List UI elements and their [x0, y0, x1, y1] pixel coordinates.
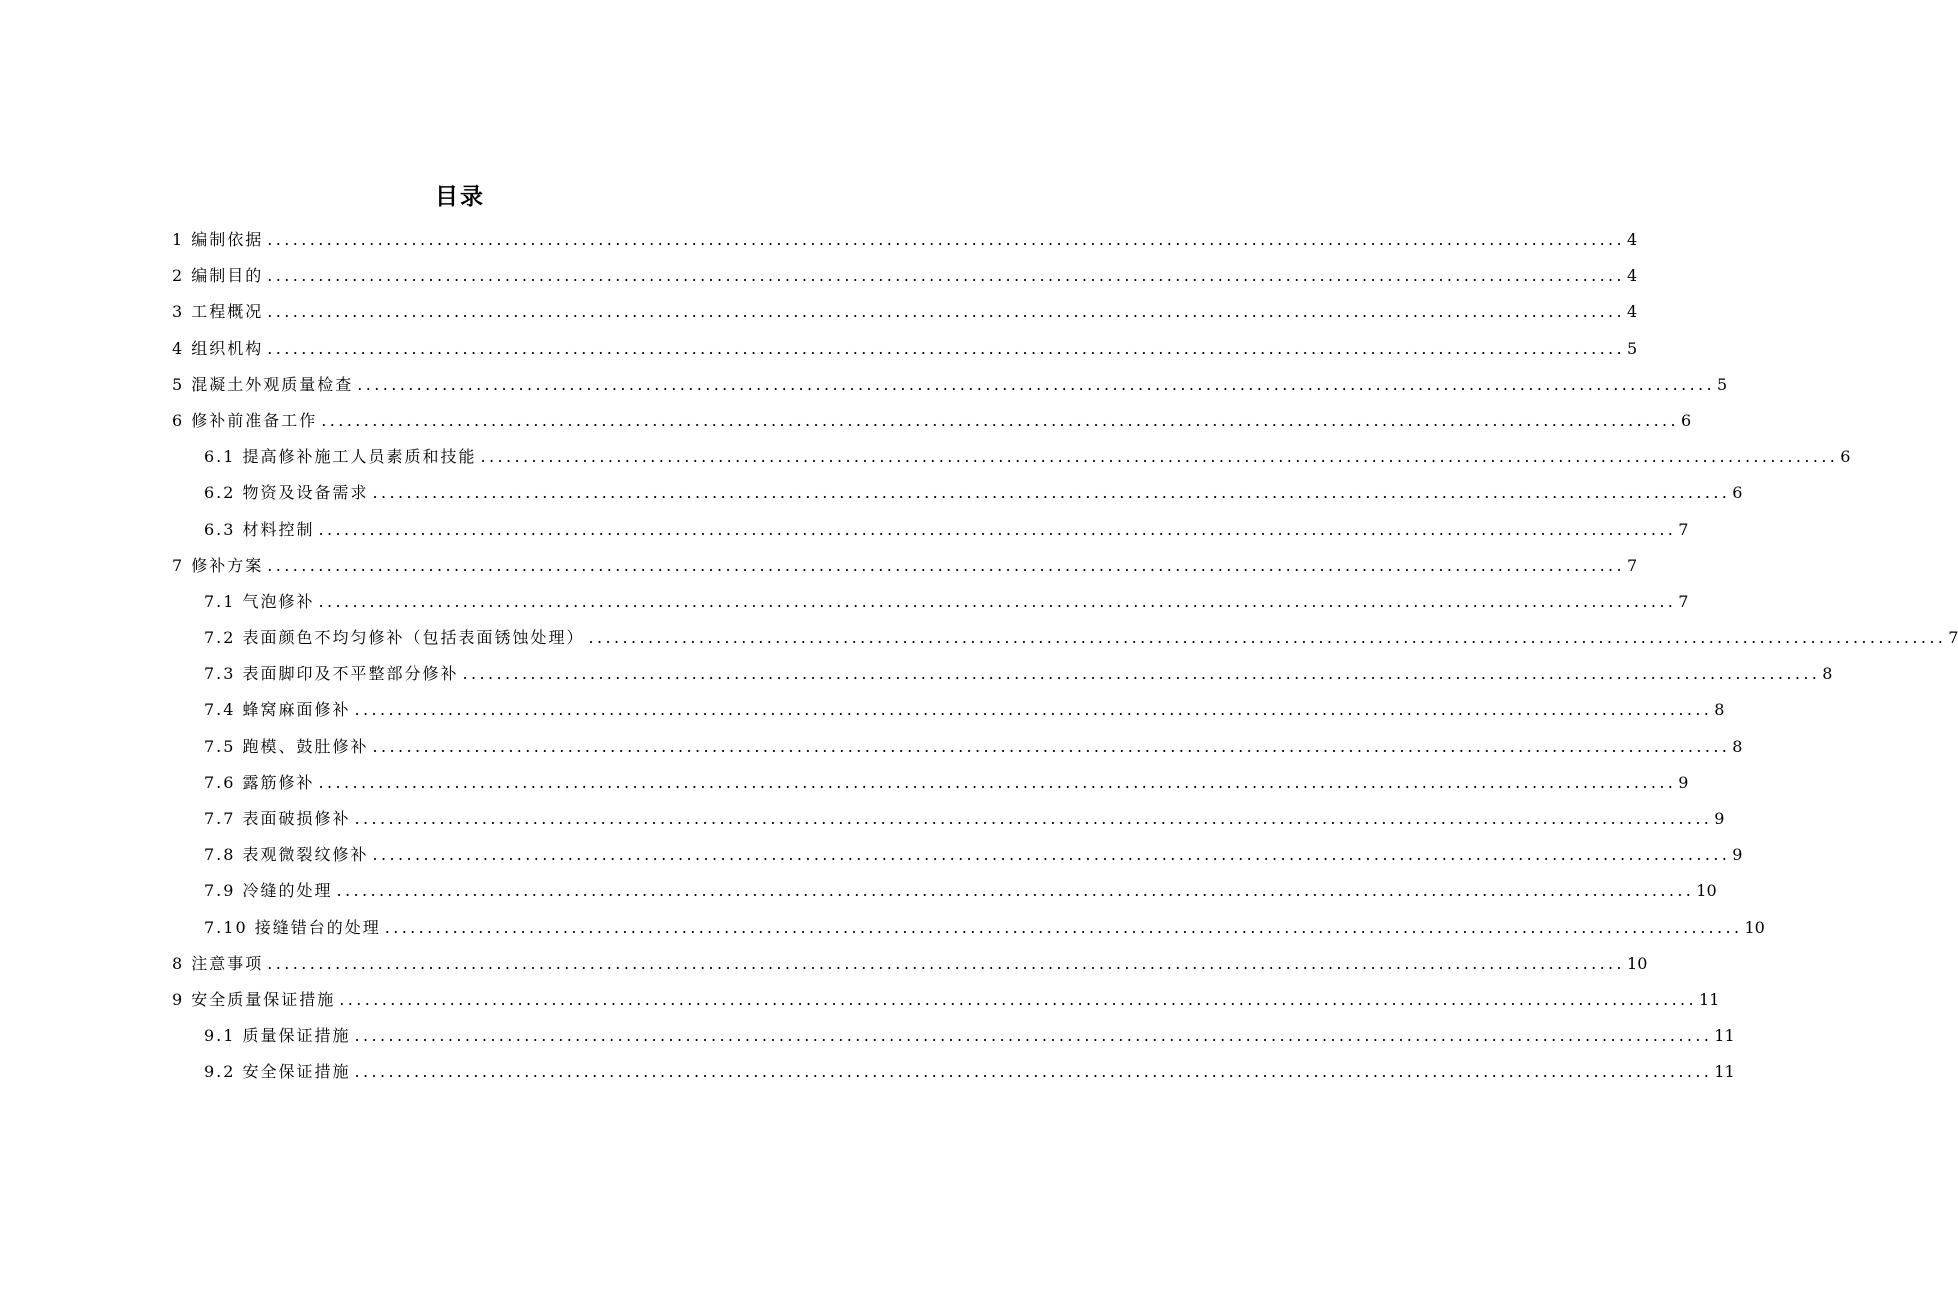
toc-entry-label: 9 安全质量保证措施 — [172, 989, 336, 1009]
toc-dot-leader: ................................................................................................................................................................ — [354, 1026, 1713, 1046]
toc-entry[interactable] — [172, 258, 1638, 294]
toc-entry[interactable] — [172, 367, 1728, 403]
toc-entry-label: 7.4 蜂窝麻面修补 — [204, 700, 351, 720]
toc-entry-page-number: 11 — [1714, 1026, 1735, 1046]
toc-entry-page-number: 6 — [1840, 447, 1851, 467]
toc-dot-leader: ................................................................................................................................................................ — [318, 519, 1677, 539]
toc-entry-page-number: 7 — [1627, 555, 1638, 575]
toc-entry-label: 7.1 气泡修补 — [204, 591, 315, 611]
toc-entry[interactable] — [172, 656, 1833, 692]
toc-dot-leader: ................................................................................................................................................................ — [357, 374, 1716, 394]
toc-entry[interactable] — [172, 982, 1720, 1018]
toc-title: 目录 — [435, 184, 485, 210]
toc-entry-page-number: 7 — [1678, 591, 1689, 611]
toc-dot-leader: ................................................................................................................................................................ — [354, 1062, 1713, 1082]
toc-entry[interactable] — [172, 475, 1743, 511]
toc-entry-page-number: 6 — [1732, 483, 1743, 503]
toc-entry-label: 5 混凝土外观质量检查 — [172, 374, 354, 394]
toc-entry[interactable] — [172, 584, 1689, 620]
toc-entry[interactable] — [172, 946, 1648, 982]
toc-dot-leader: ................................................................................................................................................................ — [267, 555, 1626, 575]
toc-dot-leader: ................................................................................................................................................................ — [372, 845, 1731, 865]
toc-dot-leader: ................................................................................................................................................................ — [588, 628, 1947, 648]
toc-entry-page-number: 4 — [1627, 266, 1638, 286]
toc-entry-label: 6.3 材料控制 — [204, 519, 315, 539]
toc-entry-label: 3 工程概况 — [172, 302, 264, 322]
toc-list — [172, 222, 1958, 1091]
toc-dot-leader: ................................................................................................................................................................ — [267, 338, 1626, 358]
toc-entry-label: 6.2 物资及设备需求 — [204, 483, 369, 503]
toc-entry-page-number: 10 — [1744, 917, 1765, 937]
toc-dot-leader: ................................................................................................................................................................ — [336, 881, 1695, 901]
toc-entry-page-number: 10 — [1627, 953, 1648, 973]
toc-entry[interactable] — [172, 1054, 1735, 1090]
toc-entry-label: 7.7 表面破损修补 — [204, 809, 351, 828]
toc-entry-label: 7.3 表面脚印及不平整部分修补 — [204, 664, 459, 684]
toc-entry-label: 9.2 安全保证措施 — [204, 1062, 351, 1082]
toc-entry[interactable] — [172, 403, 1692, 439]
toc-entry[interactable] — [172, 620, 1958, 656]
toc-dot-leader: ................................................................................................................................................................ — [462, 664, 1821, 684]
toc-dot-leader: ................................................................................................................................................................ — [321, 410, 1680, 430]
toc-entry-label: 7.6 露筋修补 — [204, 772, 315, 792]
toc-entry-label: 7.2 表面颜色不均匀修补（包括表面锈蚀处理） — [204, 628, 585, 648]
toc-entry[interactable] — [172, 801, 1725, 837]
toc-entry-label: 7.9 冷缝的处理 — [204, 881, 333, 901]
toc-dot-leader: ................................................................................................................................................................ — [372, 736, 1731, 756]
toc-entry[interactable] — [172, 331, 1638, 367]
toc-entry-page-number: 9 — [1714, 809, 1725, 828]
toc-entry-page-number: 5 — [1717, 374, 1728, 394]
toc-entry-label: 4 组织机构 — [172, 338, 264, 358]
toc-entry-label: 2 编制目的 — [172, 266, 264, 286]
toc-entry-page-number: 10 — [1696, 881, 1717, 901]
toc-entry-page-number: 8 — [1714, 700, 1725, 720]
toc-dot-leader: ................................................................................................................................................................ — [372, 483, 1731, 503]
toc-entry-label: 6 修补前准备工作 — [172, 410, 318, 430]
toc-entry-page-number: 9 — [1732, 845, 1743, 865]
toc-entry[interactable] — [172, 910, 1765, 946]
toc-entry-label: 6.1 提高修补施工人员素质和技能 — [204, 447, 477, 467]
toc-entry-label: 9.1 质量保证措施 — [204, 1026, 351, 1046]
toc-entry-label: 8 注意事项 — [172, 953, 264, 973]
toc-entry-page-number: 4 — [1627, 230, 1638, 249]
toc-entry-label: 7 修补方案 — [172, 555, 264, 575]
toc-entry-page-number: 8 — [1822, 664, 1833, 684]
toc-dot-leader: ................................................................................................................................................................ — [384, 917, 1743, 937]
toc-entry[interactable] — [172, 512, 1689, 548]
toc-entry-page-number: 7 — [1948, 628, 1958, 648]
toc-dot-leader: ................................................................................................................................................................ — [354, 809, 1713, 828]
toc-entry[interactable] — [172, 873, 1717, 909]
toc-entry[interactable] — [172, 837, 1743, 873]
toc-entry-label: 1 编制依据 — [172, 230, 264, 249]
toc-entry[interactable] — [172, 439, 1851, 475]
toc-entry-page-number: 7 — [1678, 519, 1689, 539]
toc-entry[interactable] — [172, 1018, 1735, 1054]
toc-dot-leader: ................................................................................................................................................................ — [318, 772, 1677, 792]
toc-entry[interactable] — [172, 765, 1689, 801]
toc-entry-page-number: 8 — [1732, 736, 1743, 756]
toc-entry[interactable] — [172, 294, 1638, 330]
toc-entry-page-number: 5 — [1627, 338, 1638, 358]
toc-entry[interactable] — [172, 222, 1638, 258]
toc-dot-leader: ................................................................................................................................................................ — [267, 302, 1626, 322]
toc-entry-page-number: 4 — [1627, 302, 1638, 322]
toc-entry[interactable] — [172, 729, 1743, 765]
toc-dot-leader: ................................................................................................................................................................ — [267, 953, 1626, 973]
toc-dot-leader: ................................................................................................................................................................ — [480, 447, 1839, 467]
toc-dot-leader: ................................................................................................................................................................ — [267, 266, 1626, 286]
toc-entry-label: 7.5 跑模、鼓肚修补 — [204, 736, 369, 756]
toc-entry-label: 7.10 接缝错台的处理 — [204, 917, 381, 937]
toc-dot-leader: ................................................................................................................................................................ — [339, 989, 1698, 1009]
toc-entry-page-number: 11 — [1714, 1062, 1735, 1082]
toc-entry-page-number: 6 — [1681, 410, 1692, 430]
toc-dot-leader: ................................................................................................................................................................ — [267, 230, 1626, 249]
toc-entry[interactable] — [172, 692, 1725, 728]
toc-dot-leader: ................................................................................................................................................................ — [318, 591, 1677, 611]
toc-entry-page-number: 9 — [1678, 772, 1689, 792]
toc-entry-page-number: 11 — [1699, 989, 1720, 1009]
toc-entry-label: 7.8 表观微裂纹修补 — [204, 845, 369, 865]
toc-entry[interactable] — [172, 548, 1638, 584]
toc-dot-leader: ................................................................................................................................................................ — [354, 700, 1713, 720]
